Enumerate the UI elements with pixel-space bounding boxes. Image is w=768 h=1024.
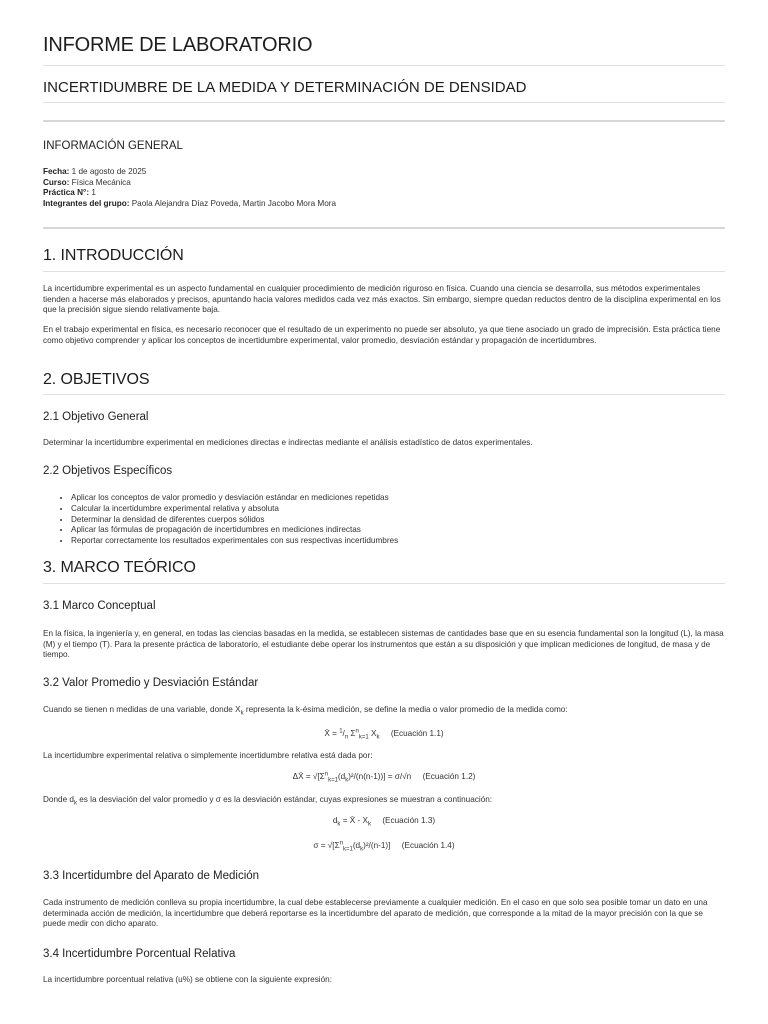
- aparato-heading: 3.3 Incertidumbre del Aparato de Medición: [43, 870, 260, 882]
- curso-row: [43, 178, 336, 189]
- objetivo-general-text: Determinar la incertidumbre experimental en mediciones directas e indirectas mediante el análisis estadístico de datos experimentales.: [43, 438, 533, 447]
- subtitle-divider: [43, 102, 725, 103]
- marco-conceptual-text: En la física, la ingeniería y, en general, en todas las ciencias basadas en la medida, se establecen sistemas de cantidades base que en su esencia fundamental son la longitud (L), la masa (M) y el tiempo (T). Para la presente práctica de laboratorio, el estudiante debe operar los instrumentos que están a su disposición y que implican mediciones de longitud, de masa y de tiempo.: [43, 629, 724, 659]
- equation-1-3: [43, 816, 725, 828]
- equation-1-4-label: (Ecuación 1.4): [401, 841, 455, 850]
- list-item: • Determinar la densidad de diferentes cuerpos sólidos: [71, 515, 725, 526]
- promedio-text-b: representa la k-ésima medición, se define la media o valor promedio de la medida como:: [243, 705, 568, 714]
- marco-divider: [43, 583, 725, 584]
- desviacion-text-a: Donde d: [43, 795, 74, 804]
- curso-value: Física Mecánica: [71, 177, 131, 187]
- header-divider: [43, 120, 725, 122]
- equation-1-4-formula: $\sigma = √[\Sigma^n_{k=1}(d_k)^2/(n-1)]$: [313, 840, 391, 853]
- equation-1-3-label: (Ecuación 1.3): [382, 816, 436, 825]
- general-info-heading: INFORMACIÓN GENERAL: [43, 140, 183, 152]
- report-title: INFORME DE LABORATORIO: [43, 34, 313, 56]
- relativa-text: La incertidumbre experimental relativa o simplemente incertidumbre relativa está dada por:: [43, 751, 373, 760]
- promedio-text: Cuando se tienen n medidas de una variable, donde $X_k$ representa la k-ésima medición, se define la media o valor promedio de la medida como:: [43, 705, 568, 717]
- list-item: • Calcular la incertidumbre experimental relativa y absoluta: [71, 504, 725, 515]
- curso-label: Curso:: [43, 177, 70, 187]
- desviacion-text-b: es la desviación del valor promedio y σ es la desviación estándar, cuyas expresiones se muestran a continuación:: [76, 795, 493, 804]
- equation-1-1: [43, 728, 725, 741]
- practica-value: 1: [91, 188, 96, 198]
- desviacion-text: Donde $d_k$ es la desviación del valor promedio y σ es la desviación estándar, cuyas expresiones se muestran a continuación:: [43, 795, 493, 807]
- intro-heading: 1. INTRODUCCIÓN: [43, 247, 184, 264]
- general-info-divider: [43, 227, 725, 229]
- equation-1-2-formula: ΔX̄ = $√[\Sigma^n_{k=1}(d_k)^2/(n(n-1))] = \sigma/√n$: [292, 771, 412, 784]
- equation-1-1-formula: X̄ = $^1/_n$ $\Sigma^n_{k=1}$ $X_k$: [324, 728, 380, 741]
- porcentual-heading: 3.4 Incertidumbre Porcentual Relativa: [43, 948, 236, 960]
- practica-row: [43, 188, 336, 199]
- marco-heading: 3. MARCO TEÓRICO: [43, 559, 196, 576]
- title-divider: [43, 65, 725, 66]
- practica-label: Práctica N°:: [43, 188, 90, 198]
- intro-paragraph-1: La incertidumbre experimental es un aspecto fundamental en cualquier procedimiento de medición riguroso en física. Cuando una ciencia se desarrolla, sus métodos experimentales tienden a hacerse más elaborados y precisos, apuntando hacia valores medidos cada vez más exactos. Sin embargo, siempre quedan reductos dentro de la disciplina experimental en los que la precisión sigue siendo relativamente baja.: [43, 284, 721, 314]
- equation-1-1-label: (Ecuación 1.1): [390, 729, 444, 738]
- fecha-value: 1 de agosto de 2025: [71, 167, 147, 176]
- objetivos-heading: 2. OBJETIVOS: [43, 371, 150, 388]
- objetivo-general-heading: 2.1 Objetivo General: [43, 411, 149, 423]
- objetivos-divider: [43, 394, 725, 395]
- fecha-label: Fecha:: [43, 167, 70, 176]
- marco-conceptual-heading: 3.1 Marco Conceptual: [43, 600, 156, 612]
- objetivos-especificos-heading: 2.2 Objetivos Específicos: [43, 465, 173, 477]
- report-subtitle: INCERTIDUMBRE DE LA MEDIDA Y DETERMINACIÓN DE DENSIDAD: [43, 79, 527, 96]
- equation-1-3-formula: $d_k$ = X̄ - $X_k$: [332, 816, 371, 828]
- list-item: • Aplicar los conceptos de valor promedio y desviación estándar en mediciones repetidas: [71, 493, 725, 504]
- fecha-row: [43, 167, 336, 178]
- intro-divider: [43, 271, 725, 272]
- porcentual-text: La incertidumbre porcentual relativa (u%) se obtiene con la siguiente expresión:: [43, 975, 333, 984]
- integrantes-row: [43, 199, 336, 210]
- objetivos-especificos-list: [43, 493, 725, 547]
- integrantes-label: Integrantes del grupo:: [43, 198, 130, 208]
- integrantes-value: Paola Alejandra Díaz Poveda, Martin Jacobo Mora Mora: [131, 198, 337, 208]
- equation-1-2: [43, 771, 725, 784]
- aparato-text: Cada instrumento de medición conlleva su propia incertidumbre, la cual debe establecerse previamente a cualquier medición. En el caso en que solo sea posible tomar un dato en una determinada acción de medición, la incertidumbre que deberá reportarse es la incertidumbre del aparato de medición, que corresponde a la mitad de la mayor precisión con la que se puede medir con dicho aparato.: [43, 898, 708, 928]
- list-item: • Reportar correctamente los resultados experimentales con sus respectivas incertidumbres: [71, 536, 725, 547]
- promedio-text-a: Cuando se tienen n medidas de una variable, donde X: [43, 705, 241, 714]
- general-info-block: [43, 167, 336, 209]
- promedio-heading: 3.2 Valor Promedio y Desviación Estándar: [43, 677, 259, 689]
- equation-1-2-label: (Ecuación 1.2): [422, 772, 476, 781]
- list-item: • Aplicar las fórmulas de propagación de incertidumbres en mediciones indirectas: [71, 525, 725, 536]
- equation-1-4: [43, 840, 725, 853]
- intro-paragraph-2: En el trabajo experimental en física, es necesario reconocer que el resultado de un experimento no puede ser absoluto, ya que tiene asociado un grado de imprecisión. Esta práctica tiene como objetivo comprender y aplicar los conceptos de incertidumbre experimental, valor promedio, desviación estándar y propagación de incertidumbres.: [43, 325, 721, 345]
